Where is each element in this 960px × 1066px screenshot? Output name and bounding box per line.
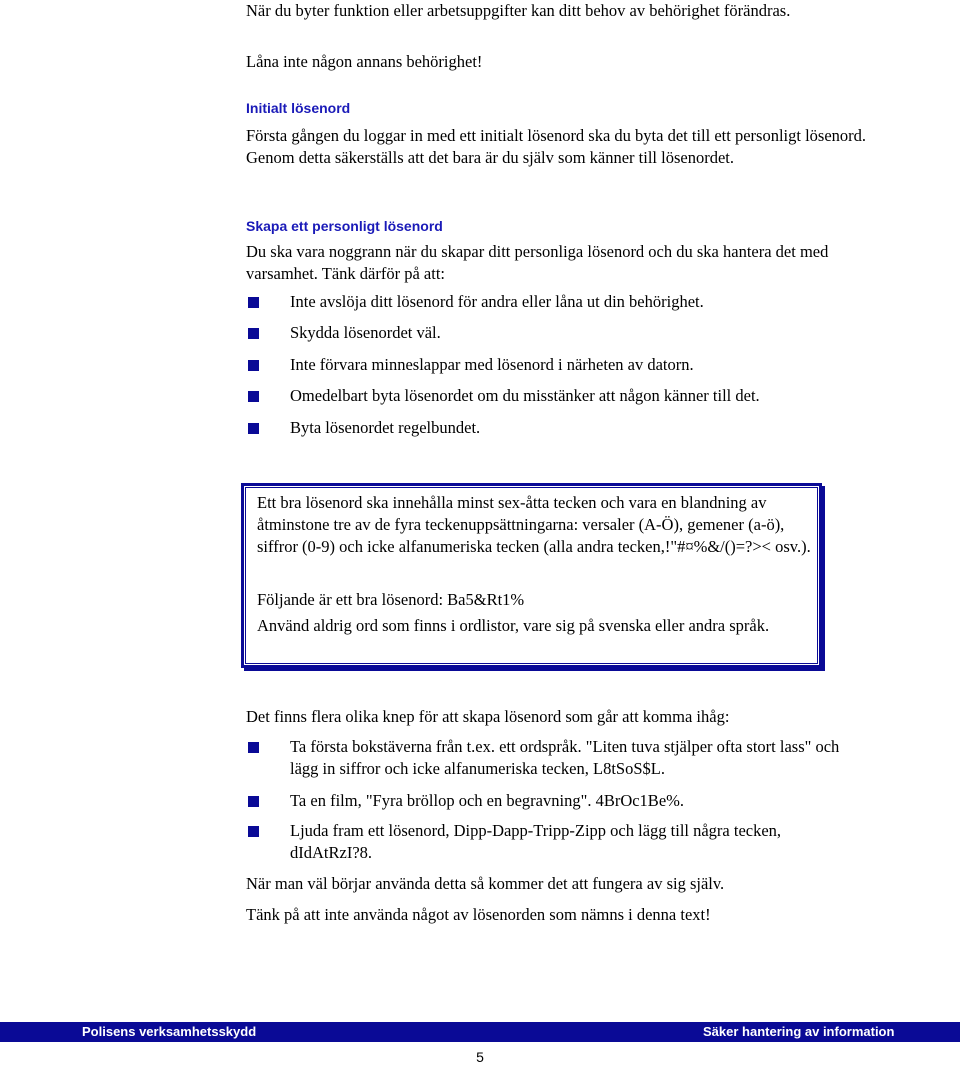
personal-password-text: Du ska vara noggrann när du skapar ditt personliga lösenord och du ska hantera det med varsamhet. Tänk därför på att: [246,242,829,283]
list-item: Skydda lösenordet väl. [290,323,441,342]
tricks-closing-text: När man väl börjar använda detta så kommer det att fungera av sig själv. [246,874,725,893]
footer-organization: Polisens verksamhetsskydd [82,1024,257,1039]
bullet-square-icon [248,796,259,807]
bullet-square-icon [248,423,259,434]
section-heading-initial-password: Initialt lösenord [246,100,351,116]
tricks-final-warning: Tänk på att inte använda något av lösenorden som nämns i denna text! [246,905,711,924]
bullet-square-icon [248,360,259,371]
list-item: Inte avslöja ditt lösenord för andra eller låna ut din behörighet. [290,292,704,311]
tricks-intro: Det finns flera olika knep för att skapa lösenord som går att komma ihåg: [246,707,730,726]
bullet-square-icon [248,297,259,308]
section-heading-personal-password: Skapa ett personligt lösenord [246,218,443,234]
password-example-text: Följande är ett bra lösenord: Ba5&Rt1% [257,590,525,609]
initial-password-text: Första gången du loggar in med ett initialt lösenord ska du byta det till ett personligt lösenord. Genom detta säkerställs att det bara är du själv som känner till lösenordet. [246,126,867,167]
bullet-square-icon [248,391,259,402]
list-item: Ljuda fram ett lösenord, Dipp-Dapp-Tripp-Zipp och lägg till några tecken, dIdAtRzI?8. [290,821,782,862]
bullet-square-icon [248,328,259,339]
password-rules-text: Ett bra lösenord ska innehålla minst sex-åtta tecken och vara en blandning av åtminstone tre av de fyra teckenuppsättningarna: versaler (A-Ö), gemener (a-ö), siffror (0-9) och icke alfanumeriska tecken (alla andra tecken,!"#¤%&/()=?>< osv.). [257,493,811,556]
list-item: Ta en film, "Fyra bröllop och en begravning". 4BrOc1Be%. [290,791,685,810]
list-item: Ta första bokstäverna från t.ex. ett ordspråk. "Liten tuva stjälper ofta stort lass" och lägg in siffror och icke alfanumeriska tecken, L8tSoS$L. [290,737,840,778]
list-item: Inte förvara minneslappar med lösenord i närheten av datorn. [290,355,694,374]
intro-warning: Låna inte någon annans behörighet! [246,52,483,71]
bullet-square-icon [248,826,259,837]
list-item: Byta lösenordet regelbundet. [290,418,481,437]
bullet-square-icon [248,742,259,753]
footer-document-title: Säker hantering av information [703,1024,895,1039]
intro-text: När du byter funktion eller arbetsuppgifter kan ditt behov av behörighet förändras. [246,1,791,20]
page-number: 5 [476,1049,484,1065]
password-dictionary-warning: Använd aldrig ord som finns i ordlistor, vare sig på svenska eller andra språk. [257,616,770,635]
list-item: Omedelbart byta lösenordet om du misstänker att någon känner till det. [290,386,760,405]
